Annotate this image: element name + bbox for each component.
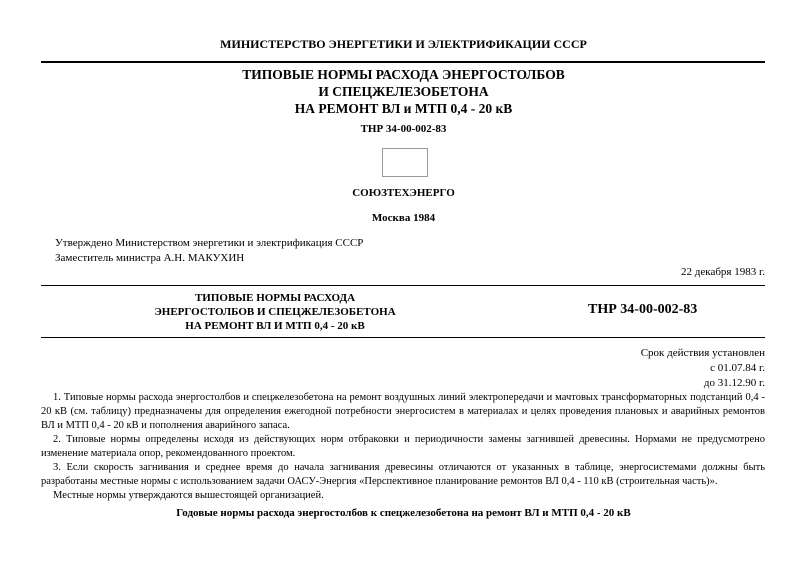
paragraph-3: 3. Если скорость загнивания и среднее время до начала загнивания древесины отличаются от указанных в таблице, энергосистемами должны быть разработаны местные нормы с использованием задачи ОАСУ-Энергия «Перспективное планирование ремонтов ВЛ 0,4 - 110 кВ (строительная часть)».	[41, 462, 765, 487]
validity-line-1: Срок действия установлен	[640, 347, 765, 359]
header-divider	[41, 61, 765, 63]
section-divider-top	[41, 285, 765, 286]
title-line-3: НА РЕМОНТ ВЛ и МТП 0,4 - 20 кВ	[294, 101, 513, 116]
title-line-1: ТИПОВЫЕ НОРМЫ РАСХОДА ЭНЕРГОСТОЛБОВ	[242, 67, 565, 82]
table-title: Годовые нормы расхода энергостолбов к спецжелезобетона на ремонт ВЛ и МТП 0,4 - 20 кВ	[176, 507, 631, 519]
second-title	[150, 291, 400, 333]
second-document-code: ТНР 34-00-002-83	[588, 302, 698, 317]
validity-line-3: до 31.12.90 г.	[703, 377, 765, 389]
document-title	[0, 66, 807, 117]
approval-line-2: Заместитель министра А.Н. МАКУХИН	[55, 252, 245, 264]
paragraph-4: Местные нормы утверждаются вышестоящей организацией.	[53, 490, 324, 501]
document-code: ТНР 34-00-002-83	[360, 123, 447, 135]
title-line-2: И СПЕЦЖЕЛЕЗОБЕТОНА	[318, 84, 489, 99]
body-text	[41, 391, 765, 503]
city-year: Москва 1984	[371, 212, 436, 224]
paragraph-1: 1. Типовые нормы расхода энергостолбов и спецжелезобетона на ремонт воздушных линий электропередачи и мачтовых трансформаторных подстанций 0,4 - 20 кВ (см. таблицу) предназначены для определения ежегодной потребности энергосистем в материалах и целях проведения плановых и аварийных ремонтов ВЛ и МТП 0,4 - 20 кВ и пополнения аварийного запаса.	[41, 392, 765, 431]
section-divider-bottom	[41, 337, 765, 338]
approval-date: 22 декабря 1983 г.	[681, 266, 765, 278]
publisher: СОЮЗТЕХЭНЕРГО	[352, 187, 455, 199]
second-title-line-1: ТИПОВЫЕ НОРМЫ РАСХОДА	[194, 292, 356, 304]
validity-line-2: с 01.07.84 г.	[710, 362, 765, 374]
ministry-header: МИНИСТЕРСТВО ЭНЕРГЕТИКИ И ЭЛЕКТРИФИКАЦИИ СССР	[220, 37, 587, 51]
validity-block	[641, 346, 765, 391]
paragraph-2: 2. Типовые нормы определены исходя из действующих норм отбраковки и периодичности замены загнившей древесины. Нормами не предусмотрено изменение материала опор, рекомендованного проектом.	[41, 434, 765, 459]
second-title-line-3: НА РЕМОНТ ВЛ И МТП 0,4 - 20 кВ	[185, 320, 365, 332]
approval-block	[55, 236, 363, 266]
stamp-box	[382, 148, 428, 177]
second-title-line-2: ЭНЕРГОСТОЛБОВ И СПЕЦЖЕЛЕЗОБЕТОНА	[154, 306, 396, 318]
approval-line-1: Утверждено Министерством энергетики и электрификация СССР	[55, 237, 364, 249]
